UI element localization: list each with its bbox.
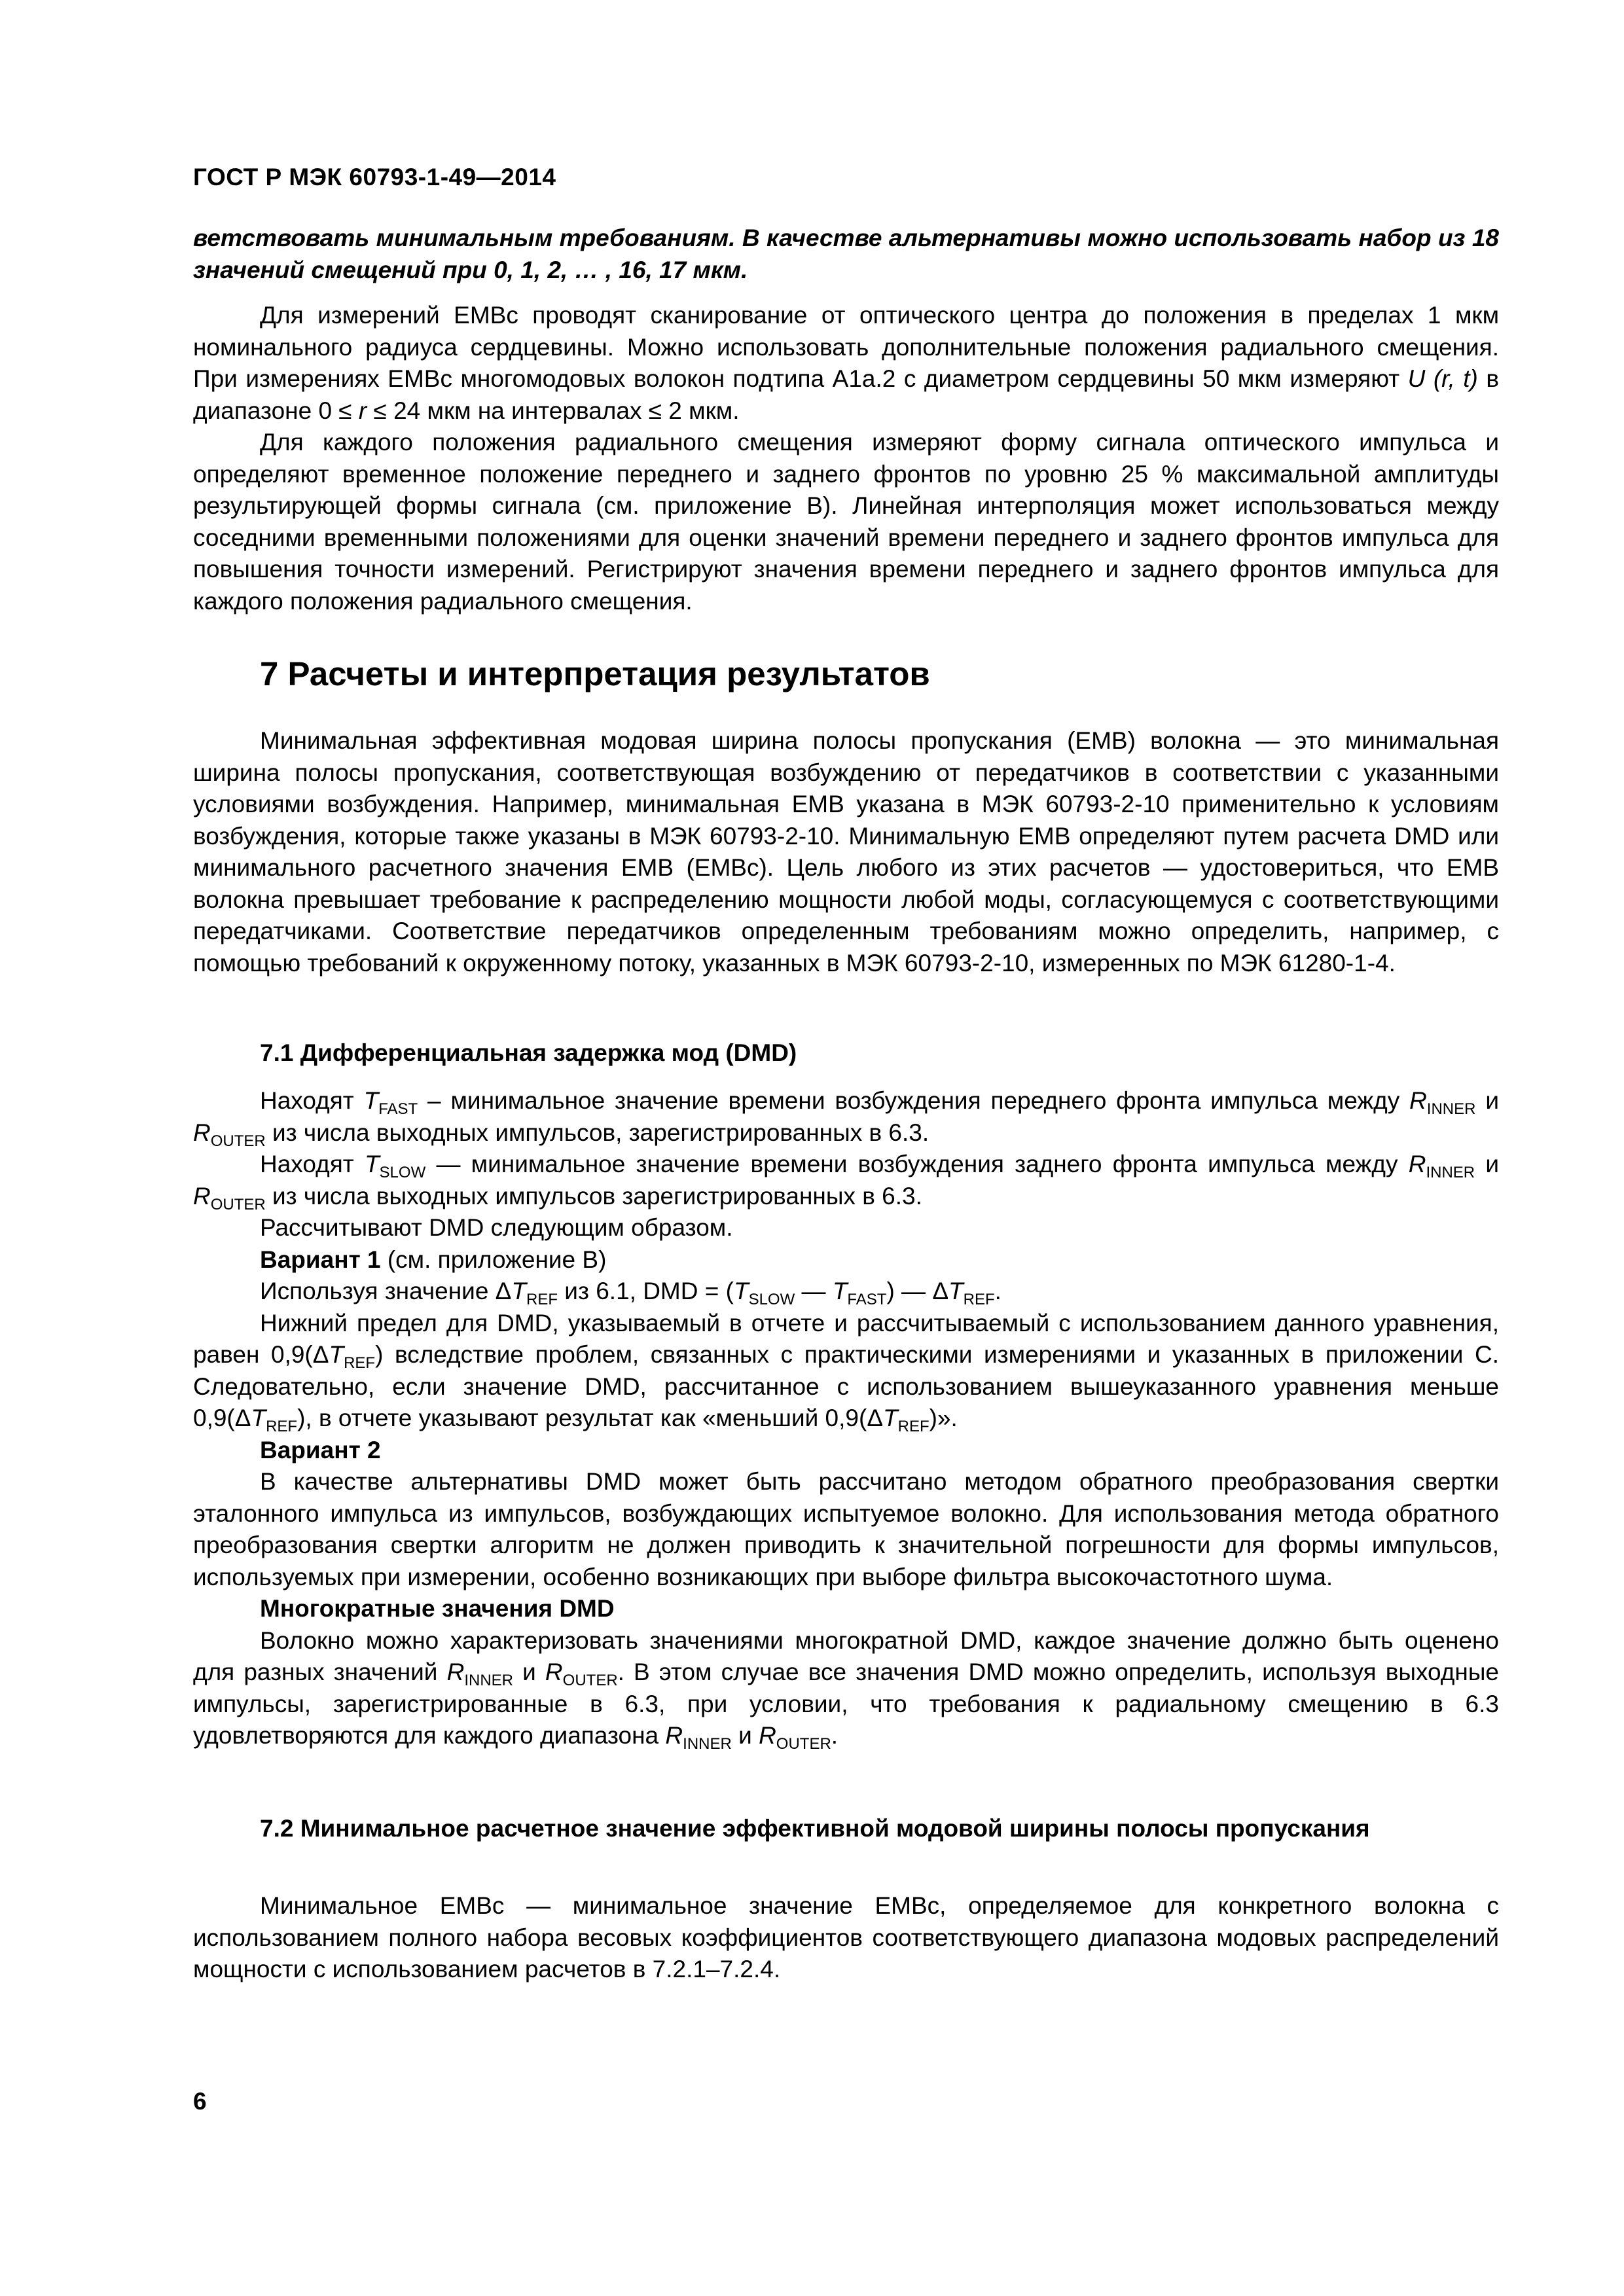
document-header: ГОСТ Р МЭК 60793-1-49—2014 [193,164,556,190]
variant-1-formula: Используя значение $\Delta T_{REF}$ из 6.1, DMD = ($T_{SLOW}$ — $T_{FAST}$) — $\Delta T_{REF}$. [260,1278,1001,1308]
section-7-2-text: Минимальное EMBc — минимальное значение EMBc, определяемое для конкретного волокна с использованием полного набора весовых коэффициентов соответствующего диапазона модовых распределений мощности с использованием расчетов в 7.2.1–7.2.4. [193,1892,1499,1982]
section-7-heading: 7 Расчеты и интерпретация результатов [260,655,930,692]
multi-dmd-heading: Многократные значения DMD [260,1595,615,1622]
variant-2-text: В качестве альтернативы DMD может быть рассчитано методом обратного преобразования свертки эталонного импульса из импульсов, возбуждающих испытуемое волокно. Для использования метода обратного преобразования свертки алгоритм не должен приводить к значительной погрешности для формы импульсов, используемых при измерении, особенно возникающих при выборе фильтра высокочастотного шума. [193,1468,1499,1590]
paragraph-tfast: Находят $T_{FAST}$ – минимальное значение времени возбуждения переднего фронта импульса между $R_{INNER}$ и $R_{OUTER}$ из числа выходных импульсов, зарегистрированных в 6.3. [193,1087,1499,1150]
section-7-1-body [193,1085,1499,1752]
variant-2-heading: Вариант 2 [260,1436,381,1463]
paragraph-pulse-edges: Для каждого положения радиального смещения измеряют форму сигнала оптического импульса и определяют временное положение переднего и заднего фронтов по уровню 25 % максимальной амплитуды результирующей формы сигнала (см. приложение В). Линейная интерполяция может использоваться между соседними временными положениями для оценки значений времени переднего и заднего фронтов импульса для повышения точности измерений. Регистрируют значения времени переднего и заднего фронтов импульса для каждого положения радиального смещения. [193,429,1499,615]
section-7-2-heading: 7.2 Минимальное расчетное значение эффективной модовой ширины полосы пропускания [260,1815,1370,1842]
variant-1-text: Нижний предел для DMD, указываемый в отчете и рассчитываемый с использованием данного уравнения, равен $0,9(\Delta T_{REF})$ вследствие проблем, связанных с практическими измерениями и указанных в приложении С. Следовательно, если значение DMD, рассчитанное с использованием вышеуказанного уравнения меньше $0,9(\Delta T_{REF})$, в отчете указывают результат как «меньший $0,9(\Delta T_{REF})$». [193,1309,1499,1435]
body-block-1 [193,300,1499,617]
section-7-intro: Минимальная эффективная модовая ширина полосы пропускания (EMB) волокна — это минимальная ширина полосы пропускания, соответствующая возбуждению от передатчиков в соответствии с указанными условиями возбуждения. Например, минимальная EMB указана в МЭК 60793-2-10 применительно к условиям возбуждения, которые также указаны в МЭК 60793-2-10. Минимальную EMB определяют путем расчета DMD или минимального расчетного значения EMB (EMBc). Цель любого из этих расчетов — удостовериться, что EMB волокна превышает требование к распределению мощности любой моды, согласующемуся с соответствующими передатчиками. Соответствие передатчиков определенным требованиям можно определить, например, с помощью требований к окруженному потоку, указанных в МЭК 60793-2-10, измеренных по МЭК 61280-1-4. [193,727,1499,977]
continued-italic-paragraph: ветствовать минимальным требованиям. В качестве альтернативы можно использовать набор из 18 значений смещений при 0, 1, 2, … , 16, 17 мкм. [193,224,1499,283]
page-number: 6 [193,2088,207,2115]
paragraph-embc-scan: Для измерений EMBc проводят сканирование от оптического центра до положения в пределах 1 мкм номинального радиуса сердцевины. Можно использовать дополнительные положения радиального смещения. При измерениях EMBc многомодовых волокон подтипа А1а.2 с диаметром сердцевины 50 мкм измеряют U (r, t) в диапазоне 0 ≤ r ≤ 24 мкм на интервалах ≤ 2 мкм. [193,302,1500,424]
paragraph-calc-dmd: Рассчитывают DMD следующим образом. [260,1214,733,1241]
paragraph-tslow: Находят $T_{SLOW}$ — минимальное значение времени возбуждения заднего фронта импульса между $R_{INNER}$ и $R_{OUTER}$ из числа выходных импульсов зарегистрированных в 6.3. [193,1151,1500,1213]
variant-1-heading: Вариант 1 (см. приложение В) [260,1246,607,1273]
multi-dmd-text: Волокно можно характеризовать значениями многократной DMD, каждое значение должно быть оценено для разных значений $R_{INNER}$ и $R_{OUTER}$. В этом случае все значения DMD можно определить, используя выходные импульсы, зарегистрированные в 6.3, при условии, что требования к радиальному смещению в 6.3 удовлетворяются для каждого диапазона $R_{INNER}$ и $R_{OUTER}$. [193,1626,1499,1753]
section-7-1-heading: 7.1 Дифференциальная задержка мод (DMD) [260,1039,797,1066]
